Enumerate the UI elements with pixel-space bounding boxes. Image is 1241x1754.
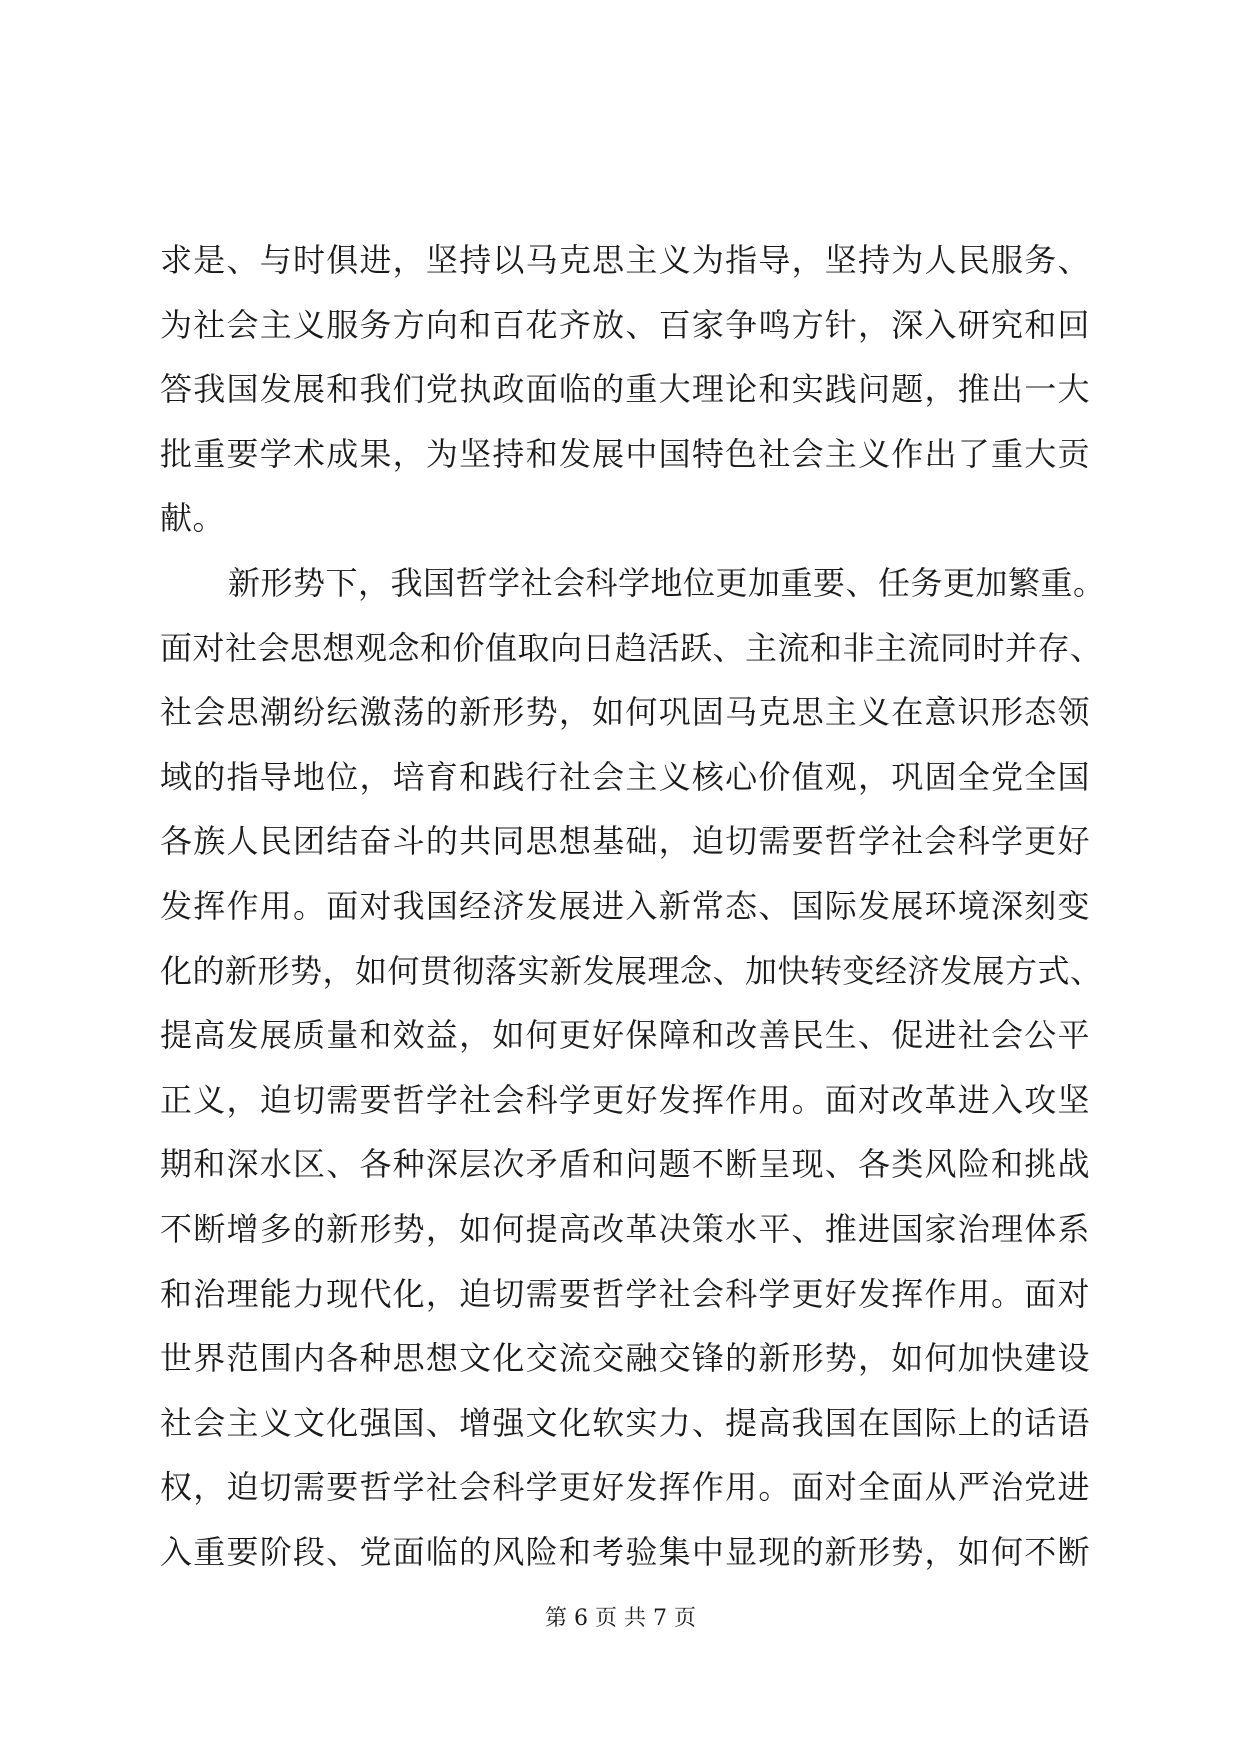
paragraph-line: 各族人民团结奋斗的共同思想基础，迫切需要哲学社会科学更好: [160, 822, 1090, 861]
document-body: [160, 228, 1106, 1584]
paragraph-line: 和治理能力现代化，迫切需要哲学社会科学更好发挥作用。面对: [160, 1274, 1090, 1313]
paragraph-line: 求是、与时俱进，坚持以马克思主义为指导，坚持为人民服务、: [160, 241, 1090, 279]
paragraph-line: 化的新形势，如何贯彻落实新发展理念、加快转变经济发展方式、: [160, 951, 1103, 990]
paragraph-line: 新形势下，我国哲学社会科学地位更加重要、任务更加繁重。: [228, 563, 1106, 602]
paragraph-line: 批重要学术成果，为坚持和发展中国特色社会主义作出了重大贡: [160, 434, 1090, 473]
paragraph-line: 献。: [160, 499, 226, 538]
page-number-footer: 第 6 页 共 7 页: [545, 1606, 696, 1631]
paragraph-line: 不断增多的新形势，如何提高改革决策水平、推进国家治理体系: [160, 1209, 1090, 1248]
paragraph-line: 期和深水区、各种深层次矛盾和问题不断呈现、各类风险和挑战: [160, 1145, 1090, 1184]
paragraph-line: 发挥作用。面对我国经济发展进入新常态、国际发展环境深刻变: [160, 886, 1090, 925]
paragraph-line: 权，迫切需要哲学社会科学更好发挥作用。面对全面从严治党进: [160, 1468, 1090, 1507]
paragraph-line: 答我国发展和我们党执政面临的重大理论和实践问题，推出一大: [160, 370, 1090, 409]
paragraph-line: 提高发展质量和效益，如何更好保障和改善民生、促进社会公平: [160, 1016, 1090, 1055]
paragraph-line: 社会主义文化强国、增强文化软实力、提高我国在国际上的话语: [160, 1403, 1090, 1442]
paragraph-line: 世界范围内各种思想文化交流交融交锋的新形势，如何加快建设: [160, 1339, 1090, 1378]
paragraph-1: [160, 228, 1090, 551]
paragraph-line: 面对社会思想观念和价值取向日趋活跃、主流和非主流同时并存、: [160, 628, 1103, 667]
paragraph-2: [160, 551, 1106, 1585]
paragraph-line: 为社会主义服务方向和百花齐放、百家争鸣方针，深入研究和回: [160, 305, 1090, 344]
paragraph-line: 社会思潮纷纭激荡的新形势，如何巩固马克思主义在意识形态领: [160, 693, 1090, 732]
paragraph-line: 域的指导地位，培育和践行社会主义核心价值观，巩固全党全国: [160, 757, 1090, 796]
paragraph-line: 正义，迫切需要哲学社会科学更好发挥作用。面对改革进入攻坚: [160, 1080, 1090, 1119]
paragraph-line: 入重要阶段、党面临的风险和考验集中显现的新形势，如何不断: [160, 1532, 1090, 1571]
